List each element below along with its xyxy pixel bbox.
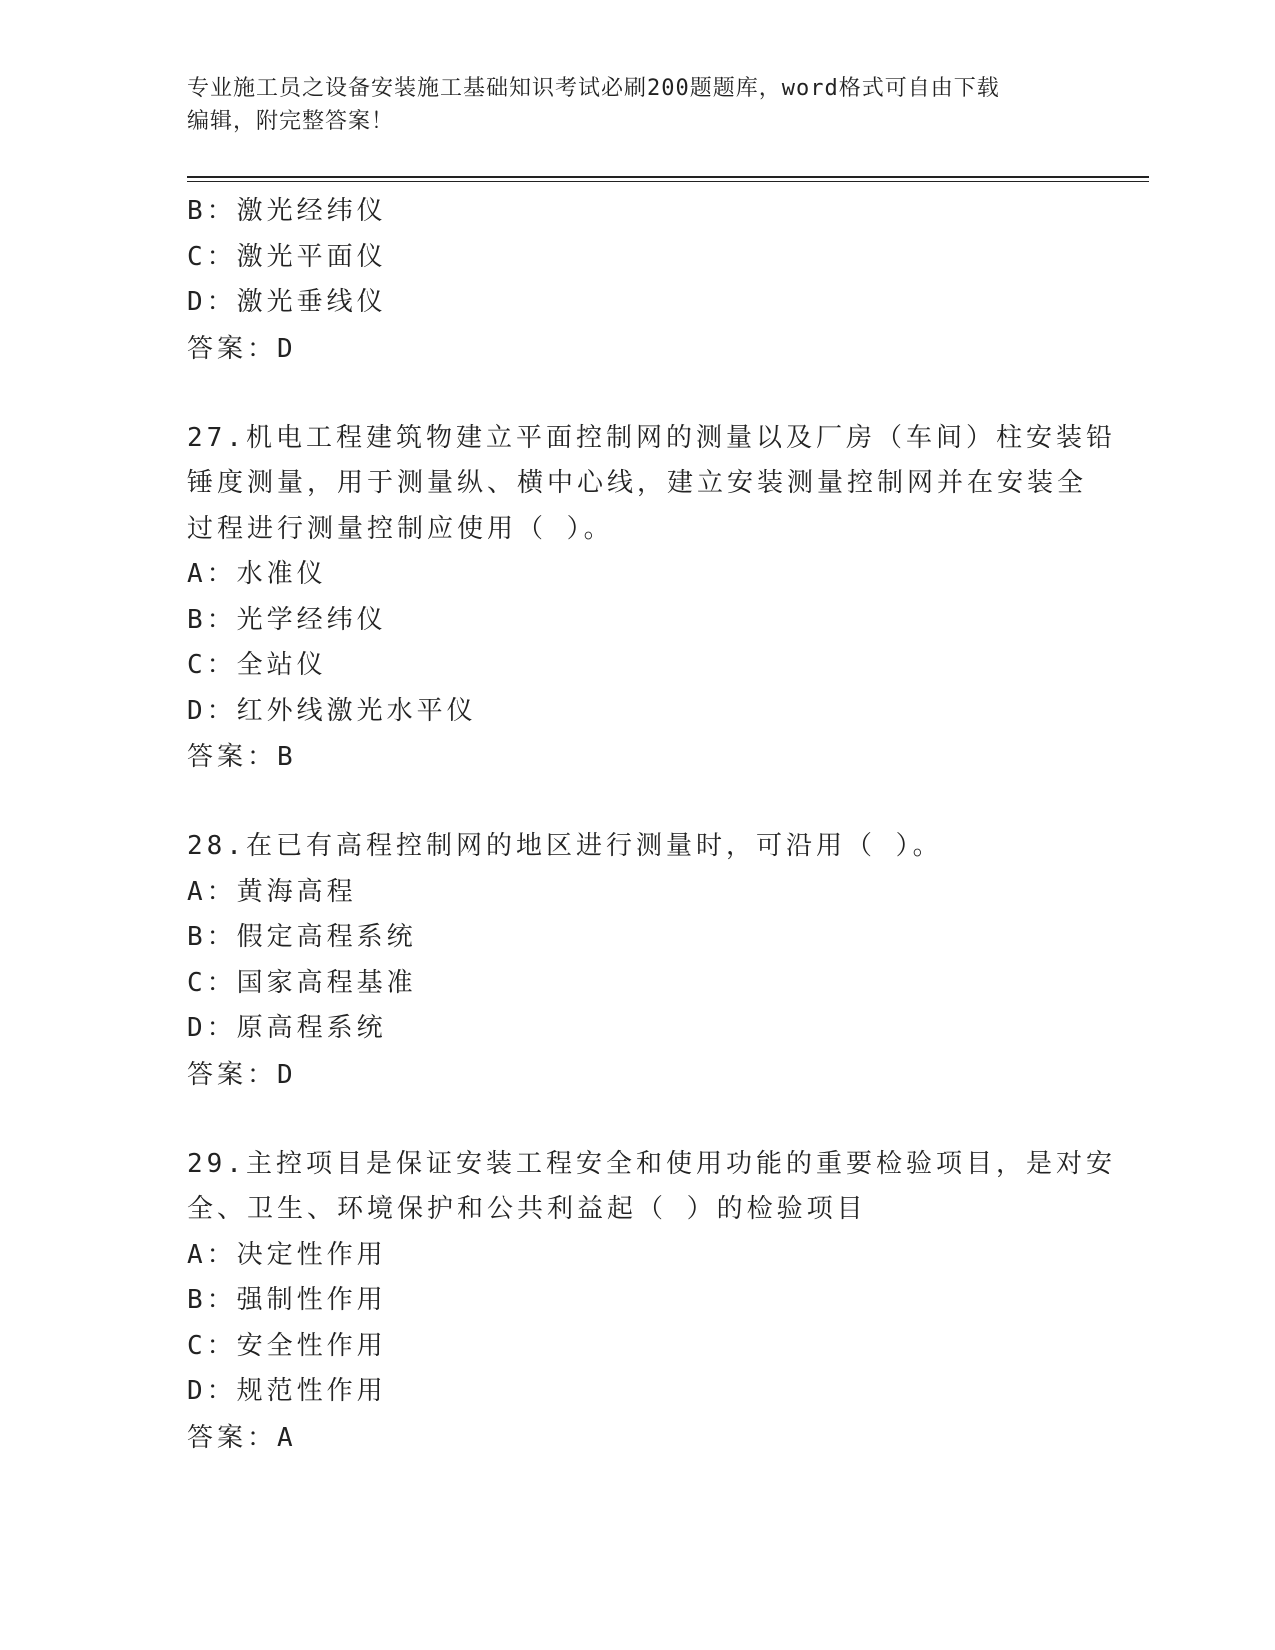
option-a: A：黄海高程 <box>187 876 357 907</box>
header-line-2: 编辑，附完整答案！ <box>187 109 395 134</box>
option-c: C：国家高程基准 <box>187 967 417 998</box>
answer: 答案：A <box>187 1422 297 1453</box>
question-28 <box>187 824 1087 1098</box>
option-d: D：激光垂线仪 <box>187 287 387 317</box>
option-c: C：安全性作用 <box>187 1330 387 1361</box>
question-text-line: 过程进行测量控制应使用（ ）。 <box>187 513 614 544</box>
option-b: B：假定高程系统 <box>187 922 417 952</box>
question-text-line: 27.机电工程建筑物建立平面控制网的测量以及厂房（车间）柱安装铅 <box>187 422 1116 453</box>
question-text-line: 29.主控项目是保证安装工程安全和使用功能的重要检验项目，是对安 <box>187 1148 1116 1179</box>
question-29 <box>187 1142 1116 1461</box>
answer: 答案：D <box>187 333 297 364</box>
previous-question-tail <box>187 189 1087 372</box>
option-a: A：决定性作用 <box>187 1239 387 1270</box>
document-header <box>187 72 1067 138</box>
question-27 <box>187 416 1116 781</box>
answer: 答案：D <box>187 1059 297 1090</box>
question-text-line: 全、卫生、环境保护和公共利益起（ ）的检验项目 <box>187 1194 867 1224</box>
question-text-line: 28.在已有高程控制网的地区进行测量时，可沿用（ ）。 <box>187 831 943 861</box>
option-d: D：规范性作用 <box>187 1376 387 1406</box>
option-b: B：强制性作用 <box>187 1285 387 1315</box>
option-b: B：光学经纬仪 <box>187 604 387 635</box>
question-text-line: 锤度测量，用于测量纵、横中心线，建立安装测量控制网并在安装全 <box>187 468 1088 498</box>
option-d: D：红外线激光水平仪 <box>187 695 477 726</box>
option-c: C：激光平面仪 <box>187 241 387 272</box>
header-line-1: 专业施工员之设备安装施工基础知识考试必刷200题题库，word格式可自由下载 <box>187 76 1000 101</box>
answer: 答案：B <box>187 742 297 772</box>
header-divider-thin <box>187 181 1149 182</box>
option-c: C：全站仪 <box>187 650 327 680</box>
option-a: A：水准仪 <box>187 559 327 589</box>
header-divider-thick <box>187 176 1149 178</box>
question-content <box>187 189 1116 1461</box>
option-b: B：激光经纬仪 <box>187 196 387 226</box>
option-d: D：原高程系统 <box>187 1013 387 1043</box>
